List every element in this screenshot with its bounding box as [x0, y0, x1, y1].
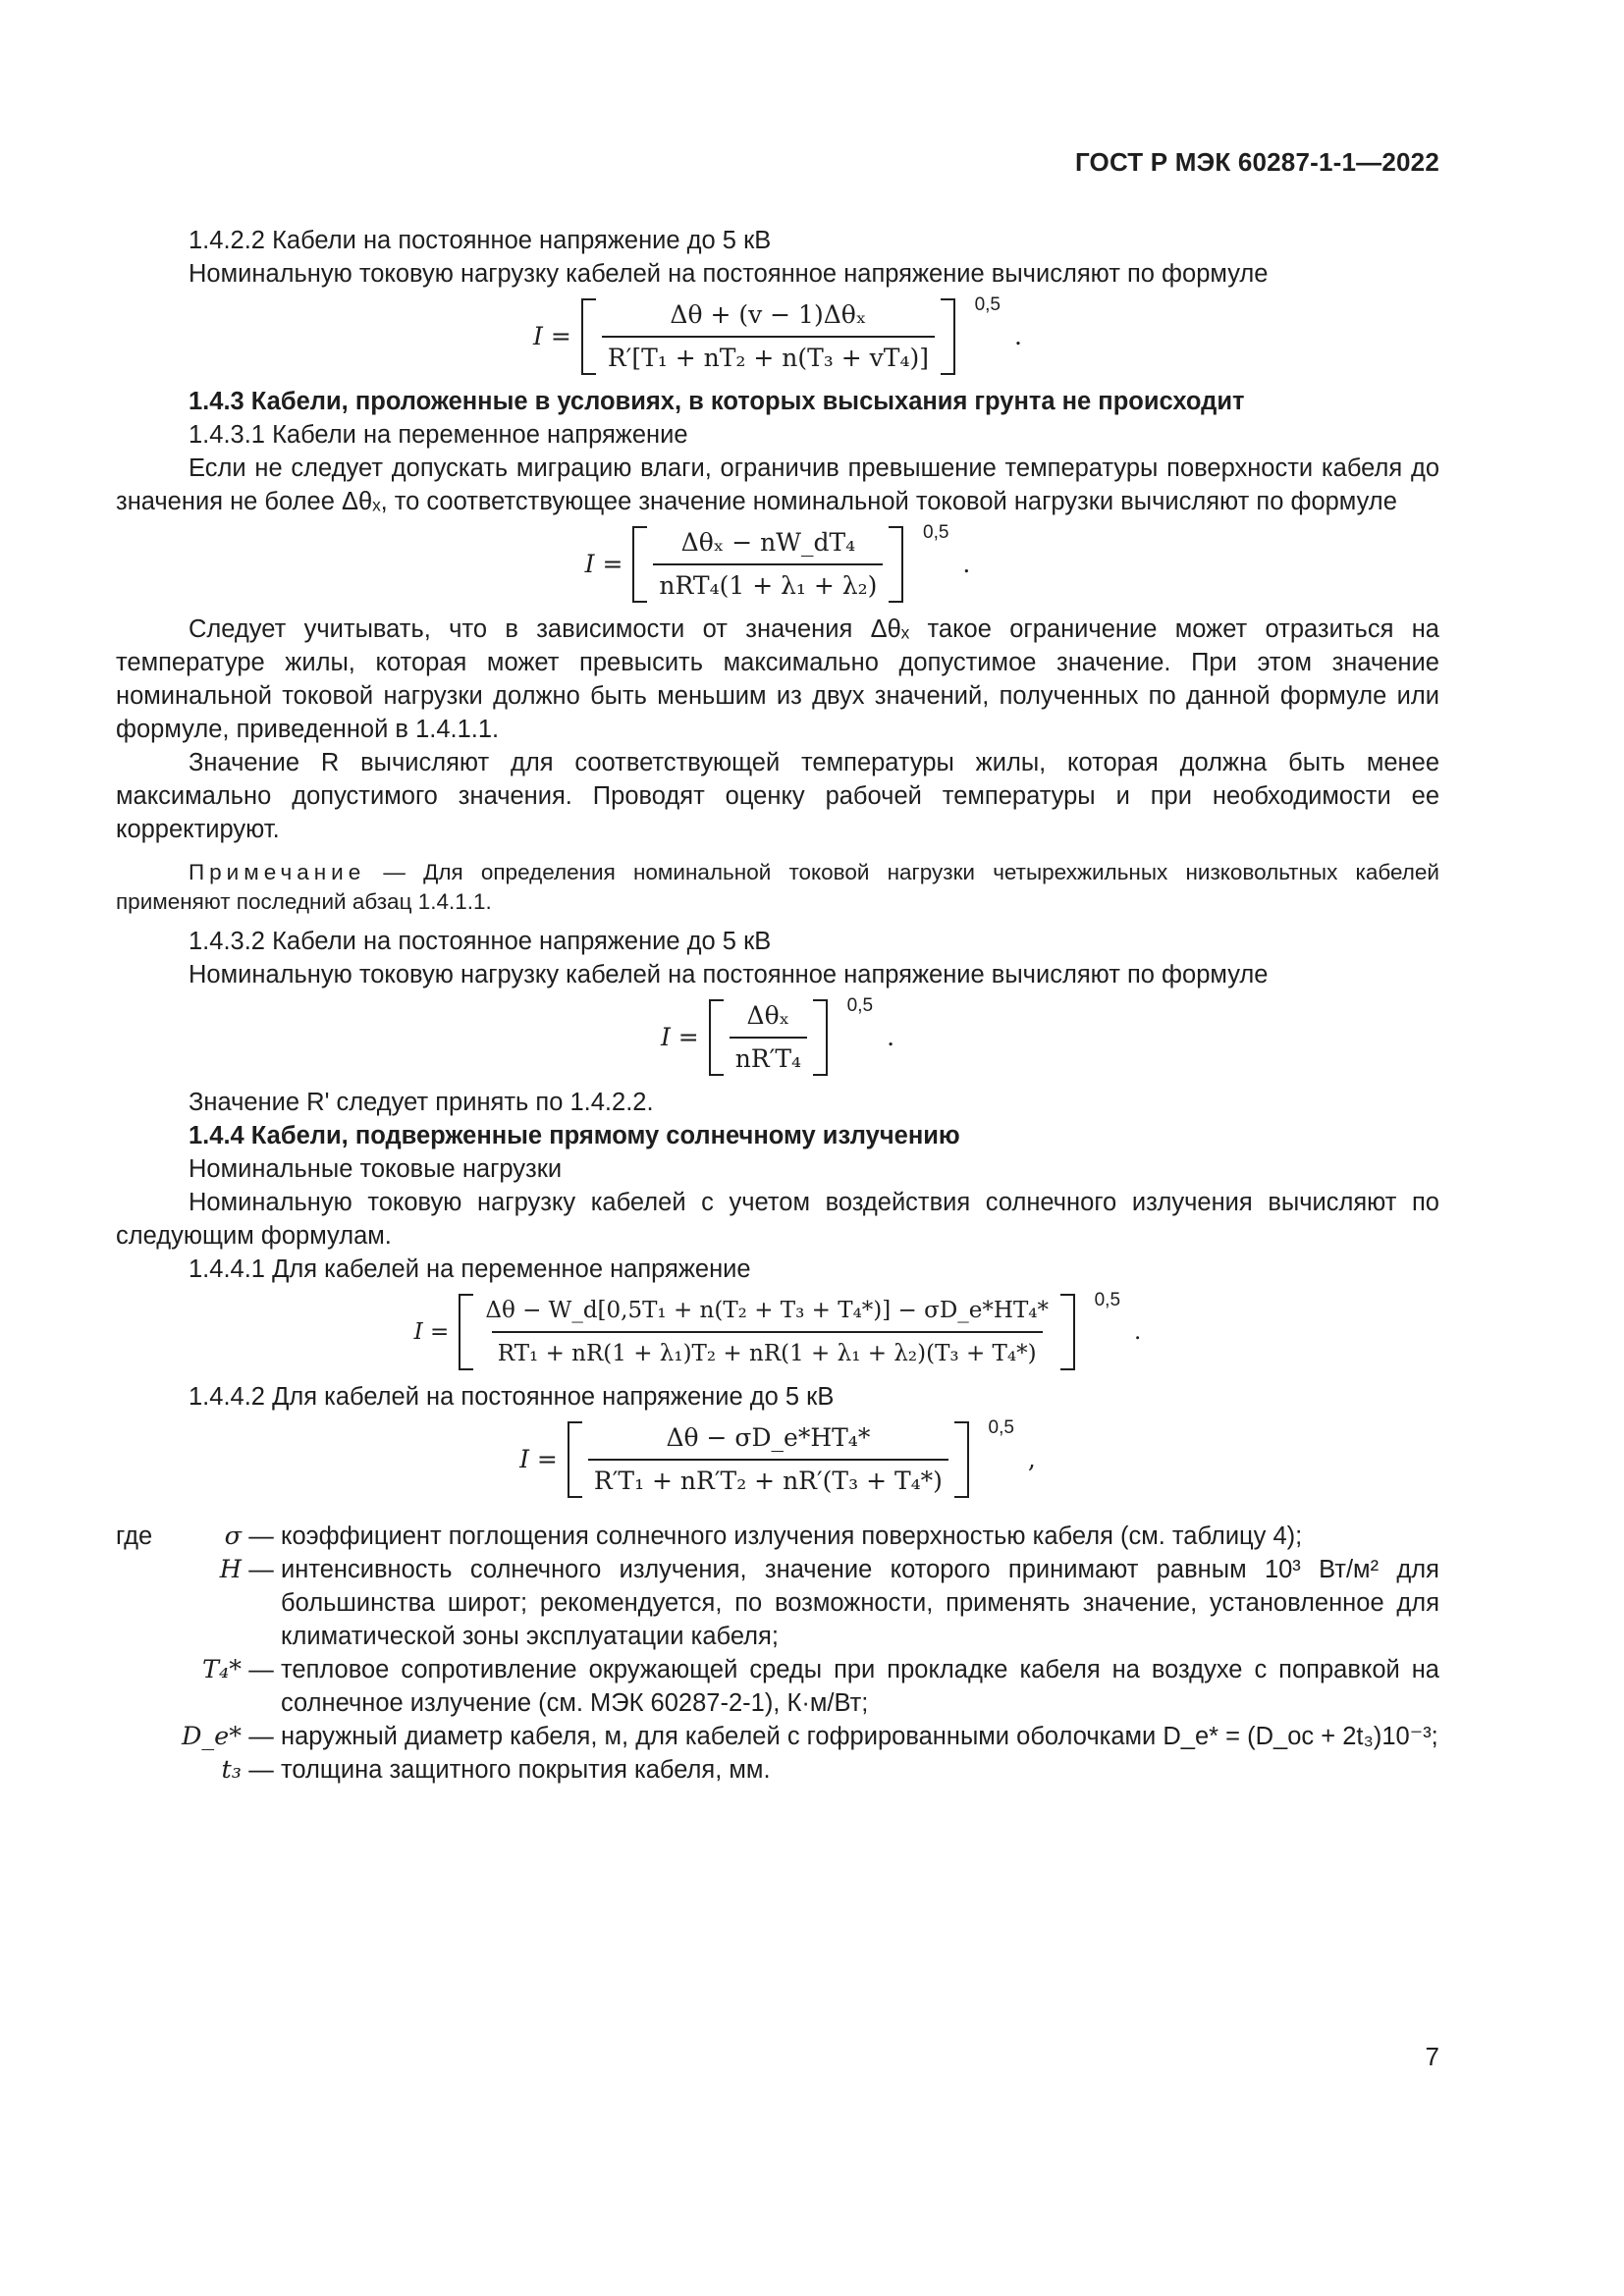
- page-content: [116, 224, 1439, 1787]
- definition-symbol: t₃: [221, 1755, 242, 1785]
- definition-row: t₃ — толщина защитного покрытия кабеля, мм.: [116, 1753, 1439, 1787]
- formula-2-numerator: Δθₓ − nW_dT₄: [680, 528, 856, 557]
- formula-1-denominator: R′[T₁ + nT₂ + n(T₃ + vT₄)]: [602, 336, 935, 375]
- page-number: 7: [1425, 2042, 1439, 2071]
- definition-symbol: T₄*: [202, 1655, 242, 1684]
- definition-row: H — интенсивность солнечного излучения, значение которого принимают равным 10³ Вт/м² для большинства широт; рекомендуется, по возможности, применять значение, установленное для климатической зоны эксплуатации кабеля;: [116, 1553, 1439, 1653]
- definition-row: T₄* — тепловое сопротивление окружающей среды при прокладке кабеля на воздухе с поправкой на солнечное излучение (см. МЭК 60287-2-1), К·м/Вт;: [116, 1653, 1439, 1720]
- definition-text: наружный диаметр кабеля, м, для кабелей с гофрированными оболочками D_e* = (D_oc + 2t₃)10⁻³;: [281, 1723, 1438, 1750]
- definition-text: коэффициент поглощения солнечного излучения поверхностью кабеля (см. таблицу 4);: [281, 1522, 1303, 1550]
- formula-5: I = $\frac{\text{Δθ − σD\_e*HT₄*}}{\text{R′T₁ + nR′T₂ + nR′(T₃ + T₄*)}}$ 0,5 ,: [116, 1421, 1439, 1498]
- document-header: ГОСТ Р МЭК 60287-1-1—2022: [1074, 147, 1439, 177]
- section-1-4-3-1-text: Если не следует допускать миграцию влаги, ограничив превышение температуры поверхности кабеля до значения не более Δθₓ, то соответствующее значение номинальной токовой нагрузки вычисляют по формуле: [116, 454, 1439, 515]
- section-1-4-4-title: 1.4.4 Кабели, подверженные прямому солнечному излучению: [189, 1122, 960, 1149]
- note-label: Примечание: [189, 860, 366, 884]
- section-1-4-4-text: Номинальную токовую нагрузку кабелей с учетом воздействия солнечного излучения вычисляют по следующим формулам.: [116, 1189, 1439, 1250]
- definition-symbol: σ: [224, 1522, 242, 1551]
- section-1-4-2-2-text: Номинальную токовую нагрузку кабелей на постоянное напряжение вычисляют по формуле: [189, 260, 1269, 288]
- formula-4-power: 0,5: [1094, 1290, 1121, 1310]
- formula-2: I = $\frac{\text{Δθₓ − nW\_dT₄}}{\text{nRT₄(1 + λ₁ + λ₂)}}$ 0,5 .: [116, 526, 1439, 603]
- note-text: — Для определения номинальной токовой нагрузки четырехжильных низковольтных кабелей применяют последний абзац 1.4.1.1.: [116, 860, 1439, 914]
- formula-1: I = $\frac{\text{Δθ + (v − 1)Δθₓ}}{\text{R′[T₁ + nT₂ + n(T₃ + vT₄)]}}$ 0,5 .: [116, 298, 1439, 375]
- formula-3-numerator: Δθₓ: [746, 1001, 790, 1030]
- formula-1-numerator: Δθ + (v − 1)Δθₓ: [670, 300, 867, 329]
- formula-2-denominator: nRT₄(1 + λ₁ + λ₂): [653, 563, 883, 603]
- definition-text: тепловое сопротивление окружающей среды при прокладке кабеля на воздухе с поправкой на солнечное излучение (см. МЭК 60287-2-1), К·м/Вт;: [281, 1656, 1439, 1717]
- formula-5-denominator: R′T₁ + nR′T₂ + nR′(T₃ + T₄*): [588, 1459, 948, 1498]
- definition-symbol: D_e*: [181, 1722, 242, 1751]
- section-1-4-3-title: 1.4.3 Кабели, проложенные в условиях, в которых высыхания грунта не происходит: [189, 388, 1245, 415]
- section-1-4-4-subtitle: Номинальные токовые нагрузки: [189, 1155, 563, 1183]
- formula-5-power: 0,5: [988, 1417, 1014, 1438]
- note: [116, 858, 1439, 917]
- section-1-4-3-1-title: 1.4.3.1 Кабели на переменное напряжение: [189, 421, 688, 449]
- section-1-4-4-1-title: 1.4.4.1 Для кабелей на переменное напряжение: [189, 1255, 751, 1283]
- section-1-4-2-2-title: 1.4.2.2 Кабели на постоянное напряжение до 5 кВ: [189, 227, 772, 254]
- section-1-4-3-1-text-2: Следует учитывать, что в зависимости от значения Δθₓ такое ограничение может отразиться на температуре жилы, которая может превысить максимально допустимое значение. При этом значение номинальной токовой нагрузки должно быть меньшим из двух значений, полученных по данной формуле или формуле, приведенной в 1.4.1.1.: [116, 615, 1439, 743]
- formula-3-denominator: nR′T₄: [730, 1037, 807, 1076]
- section-1-4-3-2-after: Значение R' следует принять по 1.4.2.2.: [189, 1089, 654, 1116]
- formula-3-power: 0,5: [846, 995, 874, 1016]
- formula-4-denominator: RT₁ + nR(1 + λ₁)T₂ + nR(1 + λ₁ + λ₂)(T₃ + T₄*): [492, 1331, 1043, 1370]
- section-1-4-3-2-text: Номинальную токовую нагрузку кабелей на постоянное напряжение вычисляют по формуле: [189, 961, 1269, 988]
- definitions-list: [116, 1520, 1439, 1787]
- formula-2-power: 0,5: [923, 522, 949, 543]
- formula-4: I = $\frac{\text{Δθ − W\_d[0,5T₁ + n(T₂ + T₃ + T₄*)] − σD\_e*HT₄*}}{\text{RT₁ + nR(1 + λ₁)T₂ + nR(1 + λ₁ + λ₂)(T₃ + T₄*)}}$ 0,5 .: [116, 1294, 1439, 1370]
- definition-row: D_e* — наружный диаметр кабеля, м, для кабелей с гофрированными оболочками D_e* = (D_oc + 2t₃)10⁻³;: [116, 1720, 1439, 1753]
- definition-symbol: H: [219, 1555, 242, 1584]
- formula-1-power: 0,5: [974, 294, 1001, 315]
- section-1-4-4-2-title: 1.4.4.2 Для кабелей на постоянное напряжение до 5 кВ: [189, 1383, 835, 1411]
- formula-5-numerator: Δθ − σD_e*HT₄*: [666, 1423, 871, 1452]
- definition-text: толщина защитного покрытия кабеля, мм.: [281, 1756, 771, 1784]
- definition-text: интенсивность солнечного излучения, значение которого принимают равным 10³ Вт/м² для большинства широт; рекомендуется, по возможности, применять значение, установленное для климатической зоны эксплуатации кабеля;: [281, 1556, 1439, 1650]
- definition-row: где σ — коэффициент поглощения солнечного излучения поверхностью кабеля (см. таблицу 4);: [116, 1520, 1439, 1553]
- section-1-4-3-2-title: 1.4.3.2 Кабели на постоянное напряжение до 5 кВ: [189, 928, 772, 955]
- section-1-4-3-1-text-3: Значение R вычисляют для соответствующей температуры жилы, которая должна быть менее максимально допустимого значения. Проводят оценку рабочей температуры и при необходимости ее корректируют.: [116, 749, 1439, 843]
- where-label: где: [116, 1522, 153, 1550]
- formula-4-numerator: Δθ − W_d[0,5T₁ + n(T₂ + T₃ + T₄*)] − σD_e*HT₄*: [485, 1298, 1050, 1323]
- formula-3: I = $\frac{\text{Δθₓ}}{\text{nR′T₄}}$ 0,5 .: [116, 999, 1439, 1076]
